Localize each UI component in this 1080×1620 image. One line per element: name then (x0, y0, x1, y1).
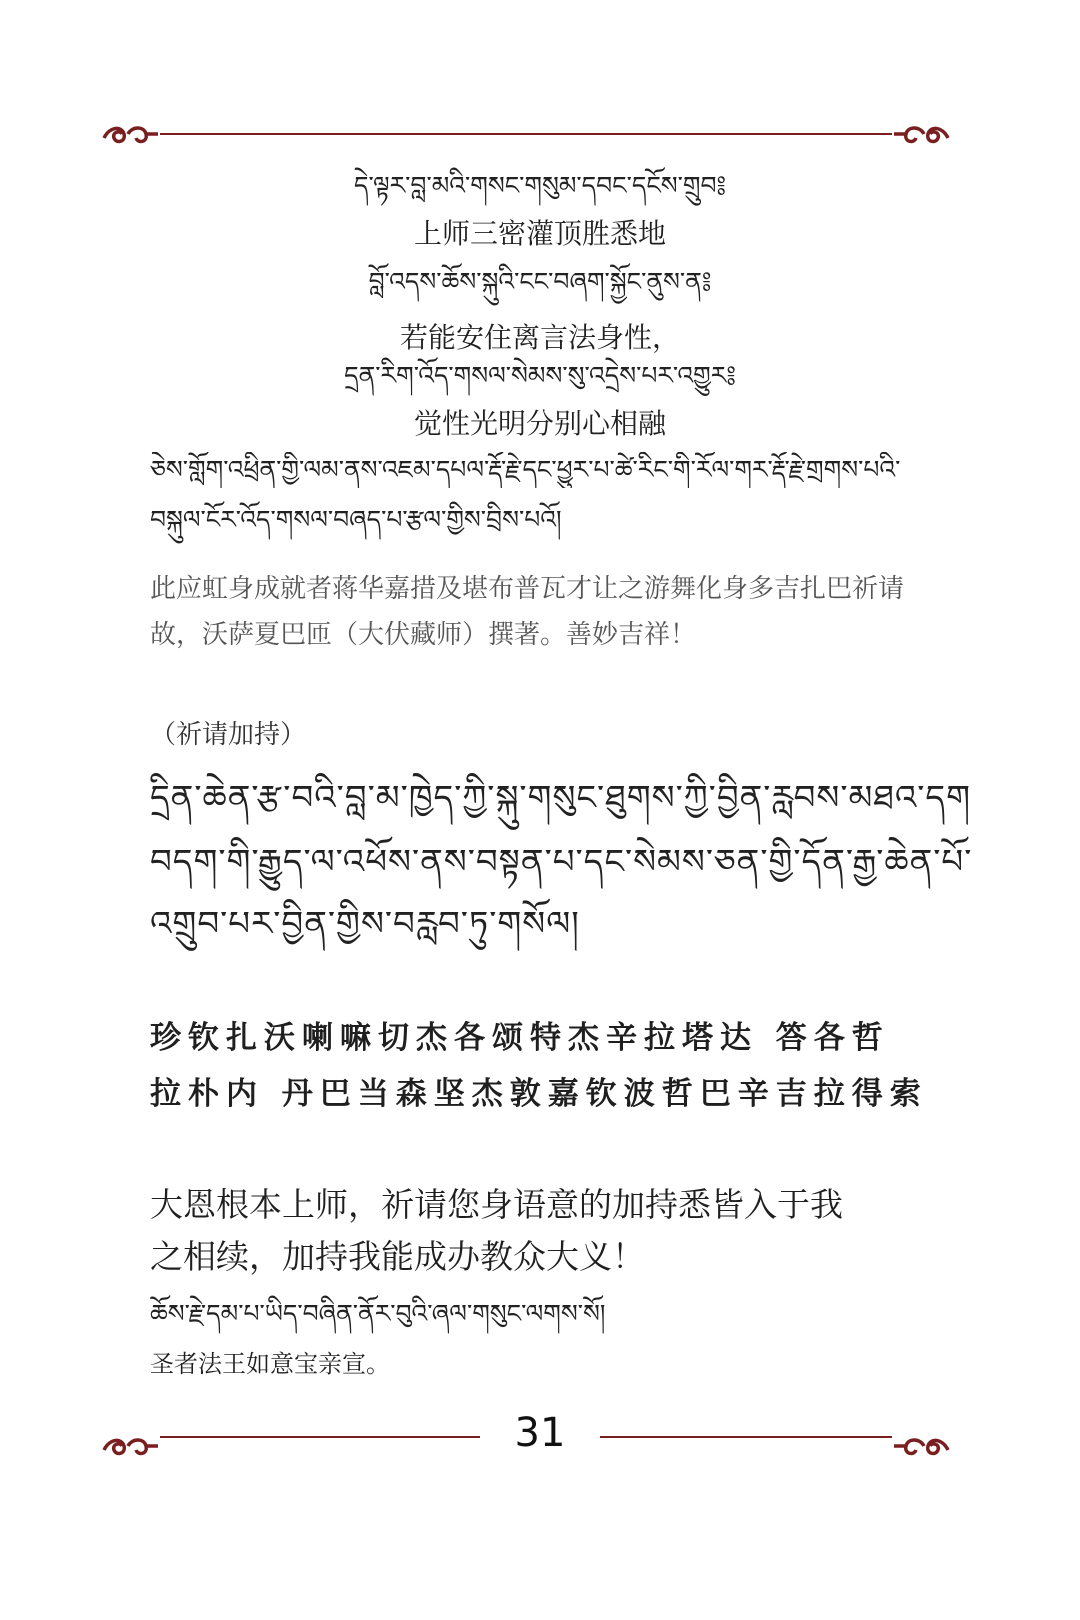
top-rule (160, 133, 892, 135)
corner-ornament-bottom-left-icon (100, 1432, 160, 1460)
verse-line-3-tibetan: དྲན་རིག་འོད་གསལ་སེམས་སུ་འདྲེས་པར་འགྱུར༔ (344, 361, 736, 390)
prayer-transliteration-line-1: 珍钦扎沃喇嘛切杰各颂特杰辛拉塔达 答各哲 (150, 1020, 890, 1056)
colophon-chinese: 此应虹身成就者蒋华嘉措及堪布普瓦才让之游舞化身多吉扎巴祈请故，沃萨夏巴匝（大伏藏师）撰著。善妙吉祥！ (150, 574, 905, 650)
prayer-heading: （祈请加持） (150, 720, 307, 750)
prayer-tibetan-line-1: དྲིན་ཆེན་རྩ་བའི་བླ་མ་ཁྱེད་ཀྱི་སྐུ་གསུང་ཐུགས་ཀྱི་བྱིན་རླབས་མཐའ་དག (150, 778, 972, 818)
corner-ornament-bottom-right-icon (892, 1432, 952, 1460)
corner-ornament-top-left-icon (100, 120, 160, 148)
prayer-transliteration-line-2: 拉朴内 丹巴当森坚杰敦嘉钦波哲巴辛吉拉得索 (150, 1076, 928, 1112)
colophon-tibetan-line-1: ཅེས་གློག་འཕྲིན་གྱི་ལམ་ནས་འཇམ་དཔལ་རྡོ་རྗེ་དང་ཕྱུར་པ་ཚེ་རིང་གི་རོལ་གར་རྡོ་རྗེ་གྲགས་པའི་ (150, 455, 901, 484)
verse-line-1-chinese: 上师三密灌顶胜悉地 (413, 217, 666, 250)
source-tibetan: ཆོས་རྗེ་དམ་པ་ཡིད་བཞིན་ནོར་བུའི་ཞལ་གསུང་ལགས་སོ། (150, 1299, 606, 1328)
prayer-chinese-line-2: 之相续，加持我能成办教众大义！ (150, 1237, 645, 1276)
source-chinese: 圣者法王如意宝亲宣。 (150, 1350, 390, 1378)
prayer-tibetan-line-3: འགྲུབ་པར་བྱིན་གྱིས་བརླབ་ཏུ་གསོལ། (150, 904, 580, 944)
verse-line-2-chinese: 若能安住离言法身性， (399, 321, 680, 354)
verse-line-1-tibetan: དེ་ལྟར་བླ་མའི་གསང་གསུམ་དབང་དངོས་གྲུབ༔ (353, 171, 727, 200)
prayer-tibetan-line-2: བདག་གི་རྒྱུད་ལ་འཕོས་ནས་བསྟན་པ་དང་སེམས་ཅན་གྱི་དོན་རྒྱ་ཆེན་པོ་ (150, 842, 973, 882)
verse-line-3-chinese: 觉性光明分别心相融 (413, 407, 666, 440)
prayer-chinese-line-1: 大恩根本上师，祈请您身语意的加持悉皆入于我 (150, 1185, 843, 1224)
page-number: 31 (480, 1410, 600, 1456)
corner-ornament-top-right-icon (892, 120, 952, 148)
colophon-tibetan-line-2: བསྐུལ་ངོར་འོད་གསལ་བཞད་པ་རྩལ་གྱིས་བྲིས་པའོ། (150, 505, 562, 534)
verse-line-2-tibetan: བློ་འདས་ཆོས་སྐུའི་ངང་བཞག་སྐྱོང་ནུས་ན༔ (368, 267, 712, 296)
